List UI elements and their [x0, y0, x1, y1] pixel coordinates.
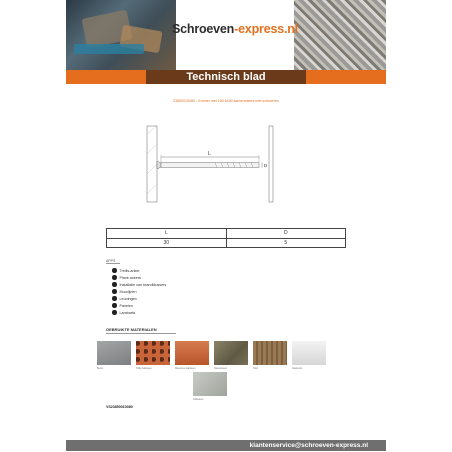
material-aerated-concrete: Gasbeton: [292, 341, 326, 370]
bullet-icon: [112, 310, 117, 315]
materials-title: GEBRUIKTE MATERIALEN: [106, 327, 157, 332]
material-concrete: Beton: [97, 341, 131, 370]
footer-email[interactable]: klantenservice@schroeven-express.nl: [249, 442, 368, 449]
label-diameter: D: [264, 163, 268, 168]
logo-main: Schroeven: [172, 22, 235, 36]
screw-head: [157, 161, 161, 169]
aerated-concrete-swatch: [292, 341, 326, 365]
wall-left: [147, 126, 157, 202]
header-banner: [66, 0, 386, 70]
bullet-icon: [112, 296, 117, 301]
list-item: Installatie van brandblussers: [112, 281, 166, 288]
divider: [106, 333, 176, 334]
list-item: Muurlijnen: [112, 288, 166, 295]
material-limestone: Kalksteen: [193, 372, 227, 401]
apps-title: APPS: [106, 259, 116, 263]
list-item: Trellis-anker: [112, 267, 166, 274]
material-wood: Hout: [253, 341, 287, 370]
logo-suffix: -express.nl: [234, 22, 298, 36]
wood-swatch: [253, 341, 287, 365]
material-natural-stone: Natuursteen: [214, 341, 248, 370]
hollow-brick-swatch: [136, 341, 170, 365]
header-length: L: [107, 229, 227, 239]
divider: [106, 263, 120, 264]
page-title: Technisch blad: [146, 70, 305, 84]
footer-bar: [66, 440, 386, 451]
material-hollow-brick: Holle baksteen: [136, 341, 170, 370]
bullet-icon: [112, 282, 117, 287]
label-length: L: [208, 151, 211, 157]
wall-right: [269, 126, 273, 202]
dimensions-table: [106, 228, 346, 248]
concrete-swatch: [97, 341, 131, 365]
natural-stone-swatch: [214, 341, 248, 365]
list-item: Panelen: [112, 302, 166, 309]
value-diameter: 5: [226, 238, 346, 248]
solid-brick-swatch: [175, 341, 209, 365]
applications-list: [112, 267, 166, 316]
bullet-icon: [112, 303, 117, 308]
material-solid-brick: Massieve baksteen: [175, 341, 209, 370]
product-subtitle: 23850010080 - Emmer met 150 5x30 kamerankers met schroeven: [173, 99, 279, 103]
anchor-body: [161, 163, 259, 168]
product-code: VS23850010080: [106, 405, 133, 409]
value-length: 30: [107, 238, 227, 248]
list-item: Leuningen: [112, 295, 166, 302]
table-row: [107, 229, 346, 239]
table-row: [107, 238, 346, 248]
technical-drawing: [145, 124, 275, 204]
bullet-icon: [112, 268, 117, 273]
page-title-bar: [66, 70, 386, 84]
header-diameter: D: [226, 229, 346, 239]
tools-photo: [66, 0, 176, 70]
list-item: Plank ankers: [112, 274, 166, 281]
bullet-icon: [112, 289, 117, 294]
brand-logo: [172, 22, 298, 36]
bullet-icon: [112, 275, 117, 280]
list-item: Lambarta: [112, 309, 166, 316]
limestone-swatch: [193, 372, 227, 396]
screws-photo: [294, 0, 386, 70]
